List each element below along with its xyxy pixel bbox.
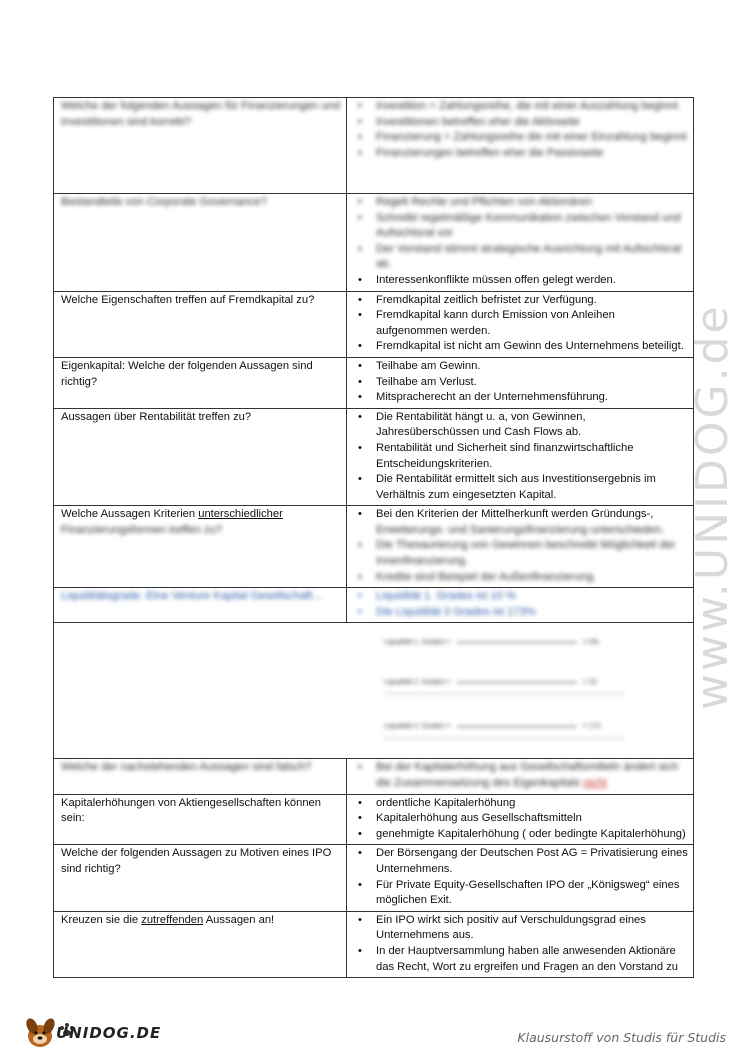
list-item: • Teilhabe am Gewinn.	[354, 359, 688, 375]
formula-row: Liquidität 2. Grades = = 10	[384, 679, 597, 687]
question-cell: Eigenkapital: Welche der folgenden Aussagen sind richtig?	[54, 357, 347, 408]
answer-cell	[347, 194, 694, 292]
answer-marker: nicht	[583, 777, 607, 790]
list-item: • Die Rentabilität ermittelt sich aus Investitionsergebnis im Verhältnis zum eingesetzten Kapital.	[354, 472, 688, 503]
answer-cell	[347, 759, 694, 794]
question-cell: Welche der folgenden Aussagen für Finanzierungen und Investitionen sind korrekt?	[54, 98, 347, 194]
list-item: • Bei der Kapitalerhöhung aus Gesellschaftsmitteln ändert sich die Zusammensetzung des Eigenkapitals nicht	[354, 760, 688, 791]
list-item: • Der Börsengang der Deutschen Post AG = Privatisierung eines Unternehmens.	[354, 846, 688, 877]
watermark-text: www.UNIDOG.de	[687, 303, 738, 710]
question-cell: Welche der nachstehenden Aussagen sind falsch?	[54, 759, 347, 794]
footer-logo-text: UNIDOG.DE	[56, 1024, 162, 1042]
answer-cell	[347, 845, 694, 911]
question-text-blurred: Finanzierungsformen treffen zu?	[61, 523, 222, 536]
list-item: • genehmigte Kapitalerhöhung ( oder bedingte Kapitalerhöhung)	[354, 827, 688, 843]
list-item: • Finanzierung = Zahlungsreihe die mit einer Einzahlung beginnt	[354, 130, 688, 146]
answer-cell	[347, 794, 694, 845]
list-item: • ordentliche Kapitalerhöhung	[354, 796, 688, 812]
answer-text-blurred: Erweiterungs- und Sanierungsfinanzierung unterschieden.	[376, 523, 664, 536]
list-item: • Schreibt regelmäßige Kommunikation zwischen Vorstand und Aufsichtsrat vor	[354, 211, 688, 242]
list-item: • Regelt Rechte und Pflichten von Aktionären	[354, 195, 688, 211]
list-item: • Die Thesaurierung von Gewinnen beschreibt Möglichkeit der Innenfinanzierung.	[354, 538, 688, 569]
answer-cell	[347, 911, 694, 977]
table-row	[54, 911, 694, 977]
list-item: • Interessenkonflikte müssen offen gelegt werden.	[354, 273, 688, 289]
question-text: Welche Aussagen Kriterien	[61, 508, 199, 521]
list-item: • Ein IPO wirkt sich positiv auf Verschuldungsgrad eines Unternehmens aus.	[354, 913, 688, 944]
formula-note	[384, 738, 624, 739]
table-row	[54, 357, 694, 408]
answer-cell	[347, 588, 694, 623]
list-item: • Kredite sind Beispiel der Außenfinanzierung.	[354, 570, 688, 586]
list-item: • Für Private Equity-Gesellschaften IPO der „Königsweg“ eines möglichen Exit.	[354, 878, 688, 909]
table-row	[54, 291, 694, 357]
formula-cell	[54, 623, 694, 759]
formula-row: Liquidität 3. Grades = = 173	[384, 723, 601, 731]
question-underlined: zutreffenden	[141, 913, 204, 926]
list-item	[354, 507, 688, 538]
table-row	[54, 98, 694, 194]
list-item: • Fremdkapital ist nicht am Gewinn des Unternehmens beteiligt.	[354, 339, 688, 355]
formula-row: Liquidität 1. Grades = = 0%	[384, 639, 599, 647]
list-item: • Fremdkapital kann durch Emission von Anleihen aufgenommen werden.	[354, 308, 688, 339]
question-cell: Kapitalerhöhungen von Aktiengesellschaften können sein:	[54, 794, 347, 845]
table-row	[54, 845, 694, 911]
question-cell: Welche der folgenden Aussagen zu Motiven eines IPO sind richtig?	[54, 845, 347, 911]
list-item: • Liquidität 1. Grades ist 10 %	[354, 589, 688, 605]
table-row	[54, 408, 694, 506]
list-item: • Investitionen betreffen eher die Aktivseite	[354, 115, 688, 131]
question-cell: Liquiditätsgrade: Eine Venture Kapital Gesellschaft...	[54, 588, 347, 623]
answer-text: Bei den Kriterien der Mittelherkunft werden Gründungs-,	[376, 508, 654, 521]
question-cell: Kreuzen sie die zutreffenden Aussagen an!	[54, 911, 347, 977]
answer-cell	[347, 357, 694, 408]
list-item: • Mitspracherecht an der Unternehmensführung.	[354, 390, 688, 406]
list-item: • Kapitalerhöhung aus Gesellschaftsmitteln	[354, 811, 688, 827]
table-row	[54, 194, 694, 292]
answer-cell	[347, 291, 694, 357]
list-item: • Teilhabe am Verlust.	[354, 375, 688, 391]
table-row	[54, 759, 694, 794]
question-cell: Welche Eigenschaften treffen auf Fremdkapital zu?	[54, 291, 347, 357]
formula-note	[384, 693, 624, 694]
question-cell	[54, 506, 347, 588]
table-row	[54, 506, 694, 588]
table-row	[54, 588, 694, 623]
question-underlined: unterschiedlicher	[198, 508, 283, 521]
question-cell: Aussagen über Rentabilität treffen zu?	[54, 408, 347, 506]
footer-tagline: Klausurstoff von Studis für Studis	[517, 1030, 726, 1045]
answer-cell	[347, 98, 694, 194]
list-item: • Die Rentabilität hängt u. a, von Gewinnen, Jahresüberschüssen und Cash Flows ab.	[354, 410, 688, 441]
list-item: • Fremdkapital zeitlich befristet zur Verfügung.	[354, 293, 688, 309]
list-item: • Der Vorstand stimmt strategische Ausrichtung mit Aufsichtsrat ab.	[354, 242, 688, 273]
table-row	[54, 623, 694, 759]
table-row	[54, 794, 694, 845]
list-item: • Investition = Zahlungsreihe, die mit einer Auszahlung beginnt	[354, 99, 688, 115]
list-item: • Die Liquidität 3 Grades ist 173%	[354, 605, 688, 621]
answer-cell	[347, 506, 694, 588]
answer-cell	[347, 408, 694, 506]
qa-table	[53, 97, 694, 978]
list-item: • Rentabilität und Sicherheit sind finanzwirtschaftliche Entscheidungskriterien.	[354, 441, 688, 472]
question-cell: Bestandteile von Corporate Governance?	[54, 194, 347, 292]
list-item: • Finanzierungen betreffen eher die Passivseite	[354, 146, 688, 162]
list-item: • In der Hauptversammlung haben alle anwesenden Aktionäre das Recht, Wort zu ergreifen und Fragen an den Vorstand zu	[354, 944, 688, 975]
